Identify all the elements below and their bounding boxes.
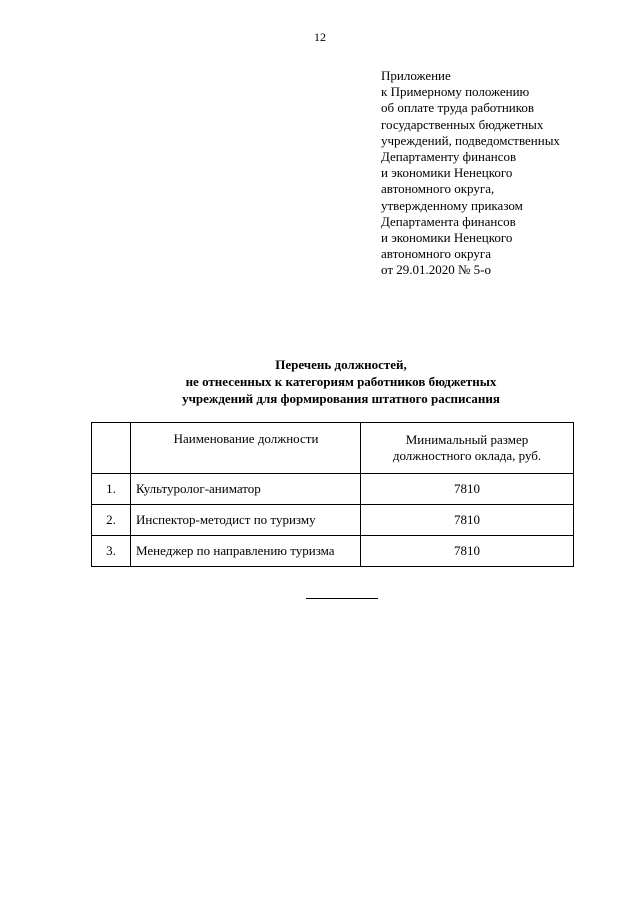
row-number: 2. [92, 505, 131, 536]
table-row [92, 536, 574, 567]
header-salary-line: должностного оклада, руб. [392, 448, 542, 463]
document-title [0, 356, 640, 407]
header-salary [361, 423, 574, 474]
page-number: 12 [314, 30, 326, 44]
row-number: 3. [92, 536, 131, 567]
row-position-name: Инспектор-методист по туризму [131, 505, 361, 536]
table-row [92, 474, 574, 505]
header-name: Наименование должности [131, 423, 361, 474]
appendix-line: об оплате труда работников [381, 100, 535, 116]
appendix-line: и экономики Ненецкого [381, 230, 513, 246]
row-number: 1. [92, 474, 131, 505]
appendix-line: от 29.01.2020 № 5-о [381, 262, 491, 278]
positions-table [91, 422, 574, 567]
appendix-line: Приложение [381, 68, 451, 83]
appendix-line: автономного округа [381, 246, 491, 262]
appendix-line: Департамента финансов [381, 213, 516, 229]
row-salary: 7810 [361, 505, 574, 536]
appendix-line: утвержденному приказом [381, 197, 523, 213]
row-position-name: Культуролог-аниматор [131, 474, 361, 505]
title-line: Перечень должностей, [275, 357, 407, 372]
appendix-line: к Примерному положению [381, 84, 530, 100]
table-header-row [92, 423, 574, 474]
row-position-name: Менеджер по направлению туризма [131, 536, 361, 567]
table-row [92, 505, 574, 536]
header-salary-line: Минимальный размер [405, 432, 529, 447]
row-salary: 7810 [361, 474, 574, 505]
appendix-line: Департаменту финансов [381, 149, 517, 165]
closing-divider [306, 598, 378, 599]
appendix-line: государственных бюджетных [381, 116, 544, 132]
appendix-line: и экономики Ненецкого [381, 165, 513, 181]
title-line: учреждений для формирования штатного расписания [182, 391, 500, 406]
appendix-block [381, 68, 631, 279]
appendix-line: учреждений, подведомственных [381, 132, 560, 148]
row-salary: 7810 [361, 536, 574, 567]
title-line: не отнесенных к категориям работников бюджетных [185, 374, 497, 389]
header-number [92, 423, 131, 474]
appendix-line: автономного округа, [381, 181, 495, 197]
